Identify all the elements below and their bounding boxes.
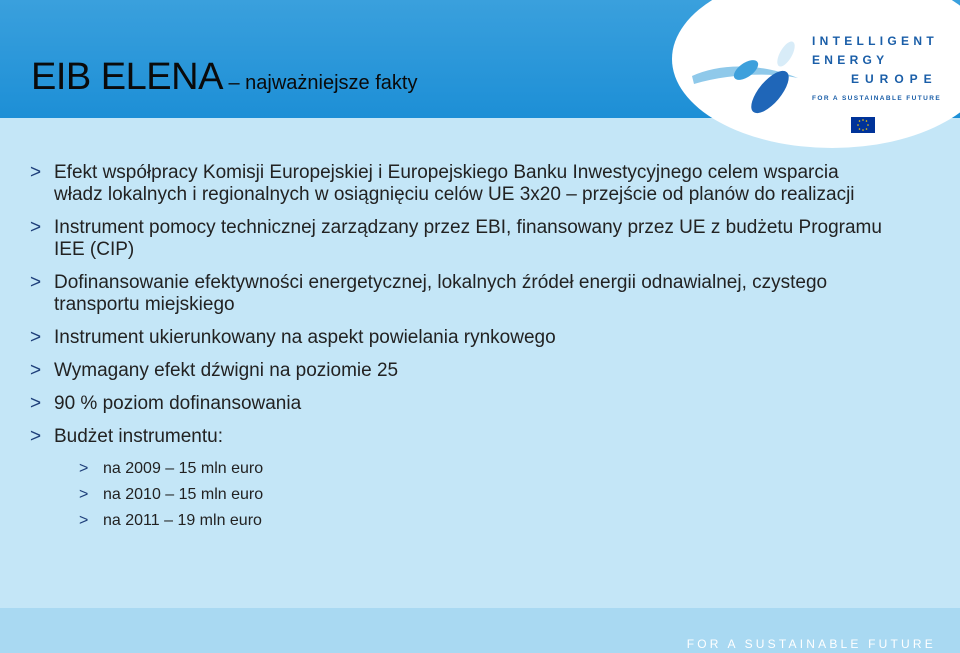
bullet-list bbox=[30, 162, 890, 537]
bullet-item bbox=[30, 393, 890, 415]
bullet-marker-icon: > bbox=[30, 272, 42, 293]
bullet-marker-icon: > bbox=[30, 360, 42, 381]
bullet-item bbox=[30, 162, 890, 206]
bullet-item bbox=[30, 426, 890, 448]
bullet-marker-icon: > bbox=[30, 426, 42, 447]
sub-bullet-text: na 2010 – 15 mln euro bbox=[103, 486, 264, 503]
sub-bullet-item bbox=[30, 511, 890, 531]
logo-tagline: FOR A SUSTAINABLE FUTURE bbox=[812, 95, 942, 102]
logo-text-energy: ENERGY bbox=[812, 53, 889, 67]
bullet-text: Efekt współpracy Komisji Europejskiej i Europejskiego Banku Inwestycyjnego celem wsparcia władz lokalnych i regionalnych w osiągnięciu celów UE 3x20 – przejście od planów do realizacji bbox=[54, 162, 855, 205]
page-title bbox=[31, 56, 417, 99]
bullet-item bbox=[30, 327, 890, 349]
eu-flag-icon bbox=[851, 117, 875, 133]
sub-bullet-item bbox=[30, 459, 890, 479]
intelligent-energy-swoosh-icon bbox=[688, 14, 813, 134]
bullet-item bbox=[30, 360, 890, 382]
logo-text-europe: EUROPE bbox=[851, 72, 938, 86]
title-main: EIB ELENA bbox=[31, 56, 223, 98]
footer-tagline: FOR A SUSTAINABLE FUTURE bbox=[686, 637, 936, 651]
bullet-text: Budżet instrumentu: bbox=[54, 426, 223, 447]
bullet-marker-icon: > bbox=[30, 327, 42, 348]
bullet-marker-icon: > bbox=[30, 393, 42, 414]
bullet-text: Instrument ukierunkowany na aspekt powielania rynkowego bbox=[54, 327, 556, 348]
bullet-item bbox=[30, 217, 890, 261]
bullet-item bbox=[30, 272, 890, 316]
bullet-marker-icon: > bbox=[79, 486, 89, 503]
bullet-marker-icon: > bbox=[30, 217, 42, 238]
logo-text-intelligent: INTELLIGENT bbox=[812, 34, 938, 48]
bullet-text: Wymagany efekt dźwigni na poziomie 25 bbox=[54, 360, 399, 381]
bullet-marker-icon: > bbox=[30, 162, 42, 183]
sub-bullet-text: na 2009 – 15 mln euro bbox=[103, 460, 264, 477]
sub-bullet-text: na 2011 – 19 mln euro bbox=[103, 512, 262, 529]
bullet-marker-icon: > bbox=[79, 460, 89, 477]
bullet-text: Instrument pomocy technicznej zarządzany przez EBI, finansowany przez UE z budżetu Programu IEE (CIP) bbox=[54, 217, 882, 260]
title-subtitle: – najważniejsze fakty bbox=[222, 72, 418, 94]
bullet-text: Dofinansowanie efektywności energetycznej, lokalnych źródeł energii odnawialnej, czystego transportu miejskiego bbox=[54, 272, 828, 315]
bullet-marker-icon: > bbox=[79, 512, 89, 529]
bullet-text: 90 % poziom dofinansowania bbox=[54, 393, 302, 414]
sub-bullet-item bbox=[30, 485, 890, 505]
